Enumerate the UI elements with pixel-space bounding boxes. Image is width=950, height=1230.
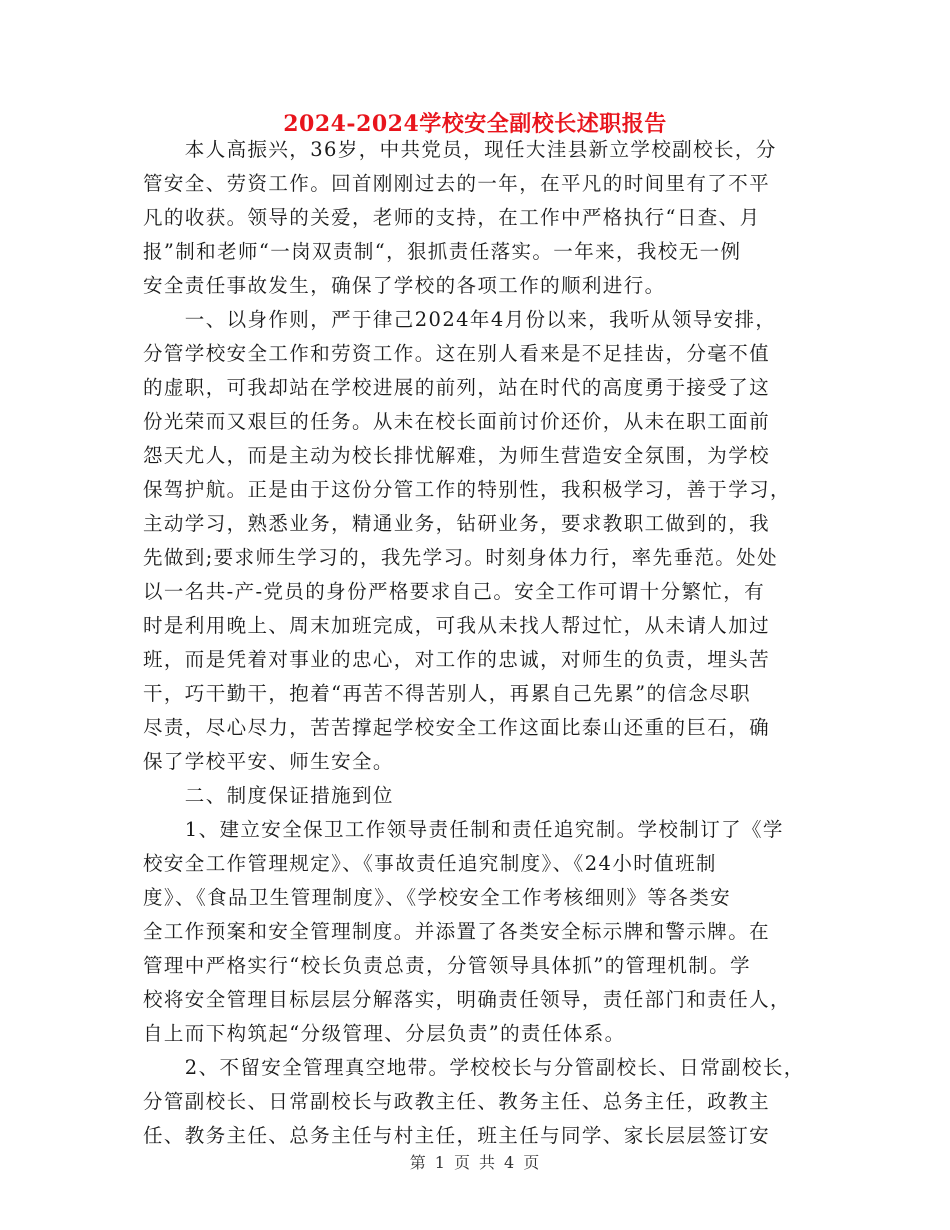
text-line: 一、以身作则，严于律己2024年4月份以来，我听从领导安排，: [143, 308, 777, 331]
text-line: 以一名共-产-党员的身份严格要求自己。安全工作可谓十分繁忙，有: [143, 580, 766, 603]
document-title: 2024-2024学校安全副校长述职报告: [283, 111, 667, 137]
text-line: 时是利用晚上、周末加班完成，可我从未找人帮过忙，从未请人加过: [143, 614, 771, 637]
text-line: 主动学习，熟悉业务，精通业务，钻研业务，要求教职工做到的，我: [143, 512, 771, 535]
text-line: 报”制和老师“一岗双责制“，狠抓责任落实。一年来，我校无一例: [143, 240, 742, 263]
text-line: 尽责，尽心尽力，苦苦撑起学校安全工作这面比泰山还重的巨石，确: [143, 716, 771, 739]
footer-label-page: 第: [409, 1153, 427, 1172]
text-line: 份光荣而又艰巨的任务。从未在校长面前讨价还价，从未在职工面前: [143, 410, 771, 433]
page-footer: [0, 1150, 950, 1173]
text-line: 先做到;要求师生学习的，我先学习。时刻身体力行，率先垂范。处处: [143, 546, 778, 569]
text-line: 管理中严格实行“校长负责总责，分管领导具体抓”的管理机制。学: [143, 954, 751, 977]
text-line: 安全责任事故发生，确保了学校的各项工作的顺利进行。: [143, 274, 666, 297]
text-line: 分管学校安全工作和劳资工作。这在别人看来是不足挂齿，分毫不值: [143, 342, 771, 365]
text-line: 本人高振兴，36岁，中共党员，现任大洼县新立学校副校长，分: [143, 138, 777, 161]
document-body: [143, 133, 813, 1153]
footer-label-total-unit: 页: [523, 1153, 541, 1172]
text-line: 管安全、劳资工作。回首刚刚过去的一年，在平凡的时间里有了不平: [143, 172, 771, 195]
text-line: 度》、《食品卫生管理制度》、《学校安全工作考核细则》等各类安: [143, 886, 732, 909]
text-line: 1、建立安全保卫工作领导责任制和责任追究制。学校制订了《学: [143, 818, 784, 841]
text-line: 2、不留安全管理真空地带。学校校长与分管副校长、日常副校长，: [143, 1056, 805, 1079]
text-line: 分管副校长、日常副校长与政教主任、教务主任、总务主任，政教主: [143, 1090, 771, 1113]
text-line: 校将安全管理目标层层分解落实，明确责任领导，责任部门和责任人，: [143, 988, 791, 1011]
text-line: 二、制度保证措施到位: [143, 784, 394, 807]
text-line: 凡的收获。领导的关爱，老师的支持，在工作中严格执行“日查、月: [143, 206, 761, 229]
footer-current-page: 1: [434, 1153, 446, 1172]
text-line: 干，巧干勤干，抱着“再苦不得苦别人，再累自己先累”的信念尽职: [143, 682, 751, 705]
text-line: 班，而是凭着对事业的忠心，对工作的忠诚，对师生的负责，埋头苦: [143, 648, 771, 671]
text-line: 的虚职，可我却站在学校进展的前列，站在时代的高度勇于接受了这: [143, 376, 771, 399]
text-line: 保驾护航。正是由于这份分管工作的特别性，我积极学习，善于学习，: [143, 478, 791, 501]
footer-label-total: 共: [479, 1153, 497, 1172]
text-line: 自上而下构筑起“分级管理、分层负责”的责任体系。: [143, 1022, 626, 1045]
footer-total-pages: 4: [504, 1153, 516, 1172]
text-line: 全工作预案和安全管理制度。并添置了各类安全标示牌和警示牌。在: [143, 920, 771, 943]
text-line: 保了学校平安、师生安全。: [143, 750, 394, 773]
footer-label-page-unit: 页: [453, 1153, 471, 1172]
text-line: 校安全工作管理规定》、《事故责任追究制度》、《24小时值班制: [143, 852, 717, 875]
text-line: 任、教务主任、总务主任与村主任，班主任与同学、家长层层签订安: [143, 1124, 771, 1147]
text-line: 怨天尤人，而是主动为校长排忧解难，为师生营造安全氛围，为学校: [143, 444, 771, 467]
